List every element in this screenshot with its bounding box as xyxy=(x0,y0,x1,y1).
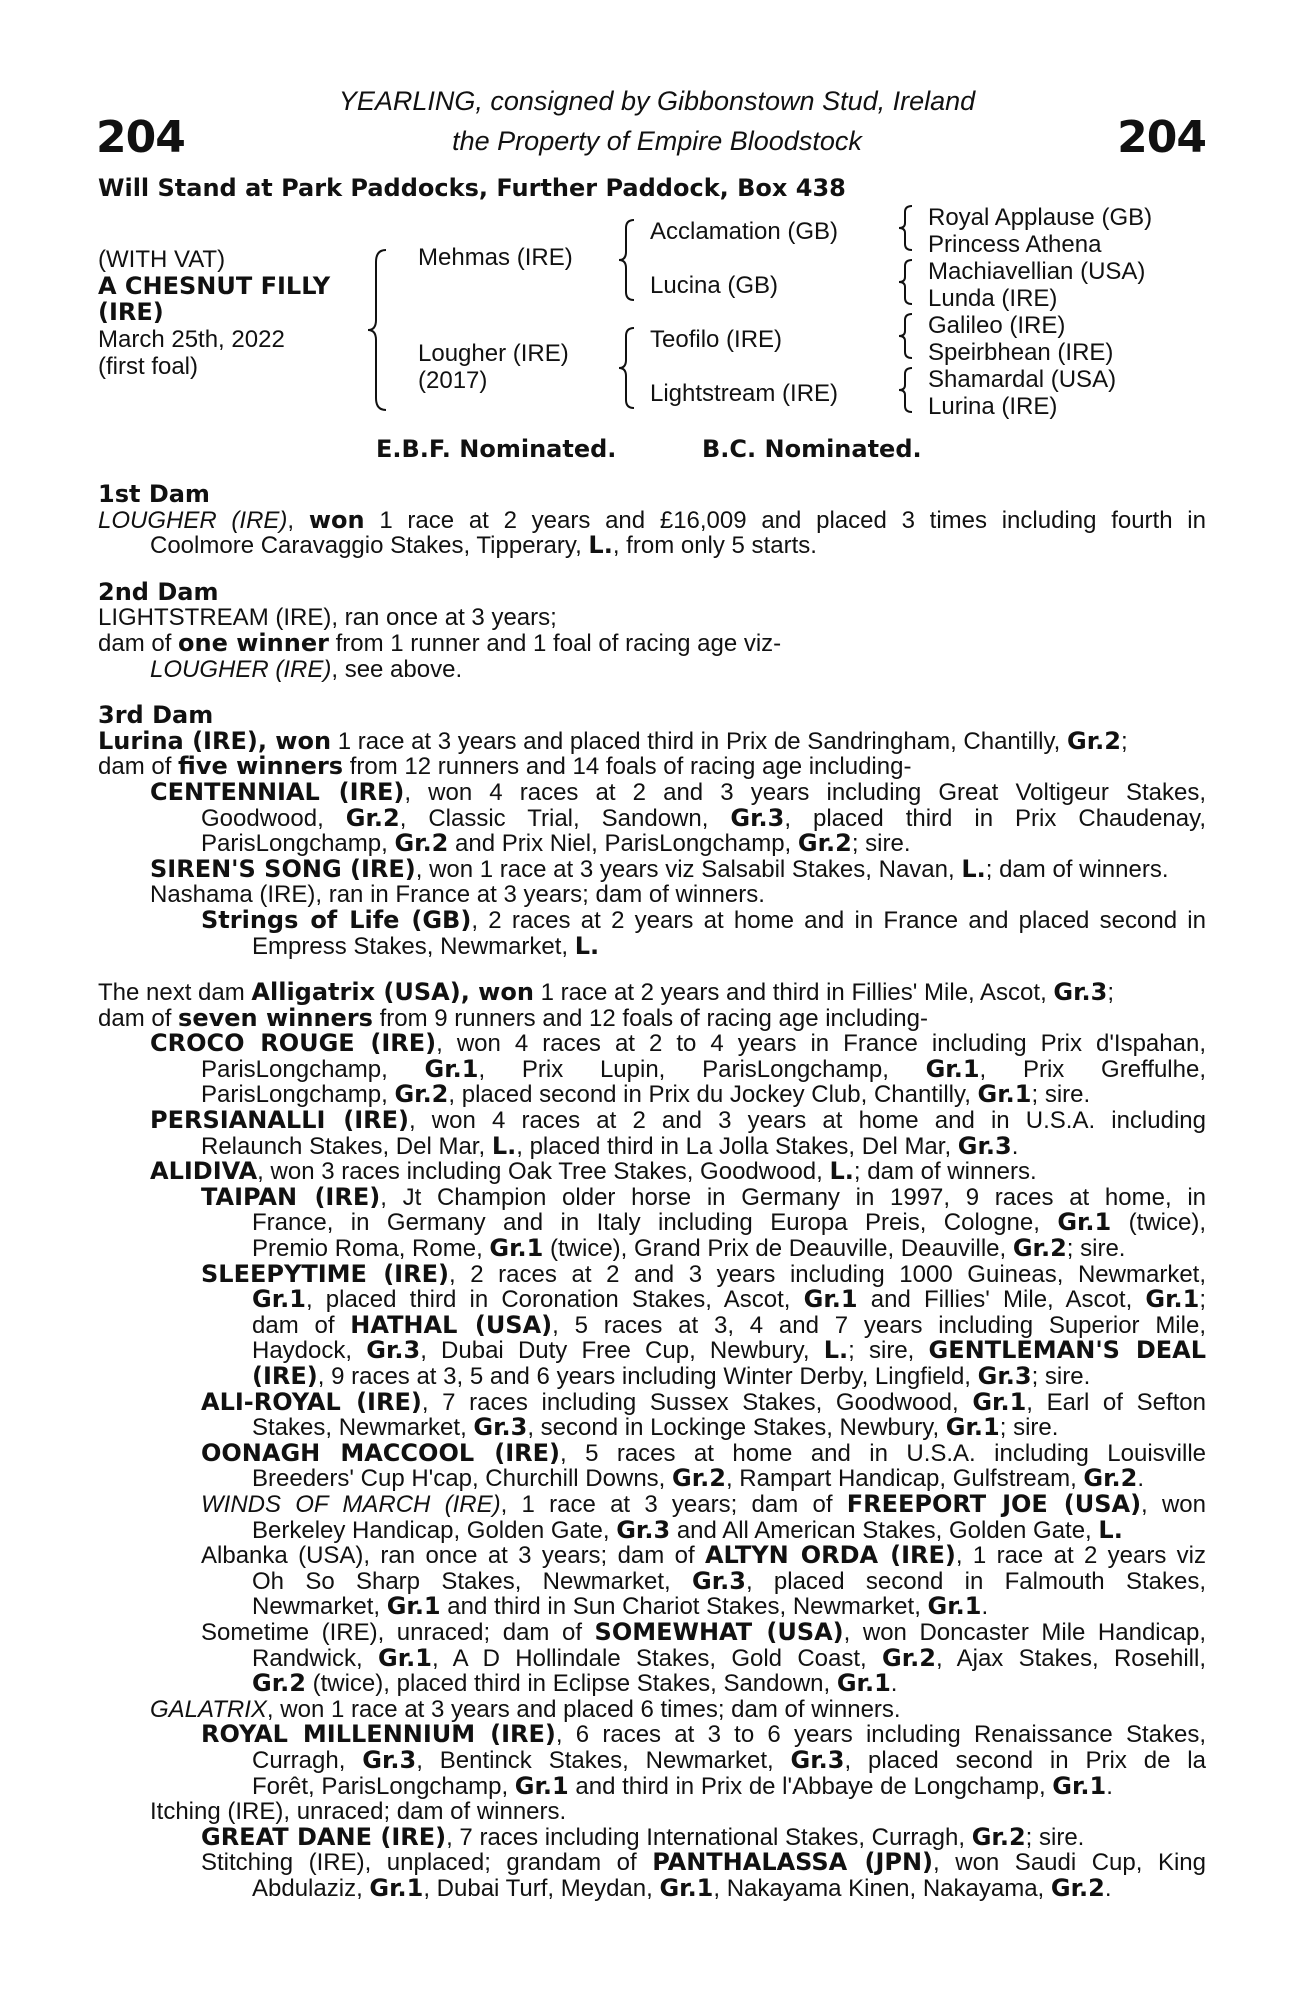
pedigree-gen3-2: Princess Athena xyxy=(928,231,1102,258)
bold-text: L. xyxy=(588,533,613,559)
pedigree-brace-main xyxy=(364,248,394,412)
bold-text: Gr.1 xyxy=(977,1082,1032,1109)
bold-text: Gr.2 xyxy=(797,831,852,857)
text-run: , Bentinck Stakes, Newmarket, xyxy=(416,1747,791,1774)
text-line xyxy=(98,1082,1206,1108)
text-run: Haydock, xyxy=(252,1338,367,1364)
text-run: ; sire, xyxy=(848,1338,929,1364)
text-run: Premio Roma, Rome, xyxy=(252,1236,490,1262)
bold-text: Gr.3 xyxy=(473,1415,528,1441)
bold-text: Gr.1 xyxy=(1057,1210,1112,1237)
text-run: , 6 races at 3 to 6 years including Renaissance Stakes, xyxy=(555,1722,1206,1748)
text-run: dam of xyxy=(252,1312,351,1339)
text-run: , from only 5 starts. xyxy=(612,533,817,559)
pedigree-gen3-5: Galileo (IRE) xyxy=(928,312,1066,339)
text-run: , placed second in Prix du Jockey Club, Chantilly, xyxy=(448,1082,978,1109)
bold-text: Gr.1 xyxy=(514,1773,569,1800)
text-run: and All American Stakes, Golden Gate, xyxy=(670,1517,1099,1544)
bold-text: SLEEPYTIME (IRE) xyxy=(201,1261,449,1288)
pedigree-brace-g3-3 xyxy=(896,312,918,360)
text-line xyxy=(98,806,1206,832)
pedigree-gen3-3: Machiavellian (USA) xyxy=(928,258,1146,285)
text-run: dam of xyxy=(98,1005,179,1032)
text-run: ; dam of winners. xyxy=(985,856,1169,883)
bold-text: five winners xyxy=(178,754,344,780)
text-run: ; xyxy=(1120,728,1128,755)
bold-text: GENTLEMAN'S DEAL xyxy=(928,1338,1206,1364)
text-run: , won 3 races including Oak Tree Stakes, Goodwood, xyxy=(257,1159,830,1185)
bold-text: (IRE) xyxy=(252,1364,318,1390)
text-run: The next dam xyxy=(98,980,252,1006)
text-line xyxy=(98,780,1206,806)
text-run: from 9 runners and 12 foals of racing age including- xyxy=(372,1005,928,1032)
pedigree-gen3-7: Shamardal (USA) xyxy=(928,366,1117,393)
text-line xyxy=(98,1364,1206,1390)
text-run: Stakes, Newmarket, xyxy=(252,1415,474,1441)
foaling-date: March 25th, 2022 xyxy=(98,326,285,353)
text-line xyxy=(98,1825,1206,1851)
bold-text: ROYAL MILLENNIUM (IRE) xyxy=(201,1722,556,1748)
text-line xyxy=(98,1210,1206,1236)
text-run: ParisLongchamp, xyxy=(201,1082,395,1109)
text-run: (twice), xyxy=(1111,1210,1206,1237)
text-line xyxy=(98,1646,1206,1672)
text-run: Albanka (USA), ran once at 3 years; dam of xyxy=(201,1543,705,1569)
text-line xyxy=(98,1722,1206,1748)
text-run: , placed third in Prix Chaudenay, xyxy=(784,805,1206,832)
text-line xyxy=(98,1159,1206,1185)
bold-text: Gr.3 xyxy=(362,1747,417,1774)
text-line xyxy=(98,1390,1206,1416)
text-run: , Dubai Turf, Meydan, xyxy=(423,1875,660,1902)
text-line xyxy=(98,1031,1206,1057)
text-run: ; sire. xyxy=(851,831,911,857)
text-line xyxy=(98,1108,1206,1134)
bold-text: seven winners xyxy=(178,1005,373,1032)
text-line xyxy=(98,533,1206,559)
text-run: . xyxy=(1011,1133,1019,1160)
text-line xyxy=(98,908,1206,934)
bold-text: L. xyxy=(961,856,986,883)
text-run: , Prix Greffulhe, xyxy=(979,1056,1206,1083)
text-run: . xyxy=(1104,1875,1112,1902)
bold-text: SIREN'S SONG (IRE) xyxy=(150,856,416,883)
text-run: , 1 race at 3 years; dam of xyxy=(500,1491,847,1518)
text-run: from 12 runners and 14 foals of racing age including- xyxy=(343,754,912,780)
bold-text: FREEPORT JOE (USA) xyxy=(846,1491,1142,1518)
text-line xyxy=(98,831,1206,857)
text-line xyxy=(98,1876,1206,1902)
text-line xyxy=(98,1236,1206,1262)
text-run: , see above. xyxy=(331,656,463,683)
text-run: LIGHTSTREAM (IRE), ran once at 3 years; xyxy=(98,605,557,631)
text-line xyxy=(98,1671,1206,1697)
text-run: , 7 races including Sussex Stakes, Goodwood, xyxy=(421,1389,973,1416)
vat-note: (WITH VAT) xyxy=(98,246,226,273)
text-line xyxy=(98,1262,1206,1288)
text-run: , Dubai Duty Free Cup, Newbury, xyxy=(420,1338,824,1364)
text-run: Curragh, xyxy=(252,1747,363,1774)
bold-text: ALI-ROYAL (IRE) xyxy=(201,1389,422,1416)
text-run: (twice), Grand Prix de Deauville, Deauville, xyxy=(543,1236,1013,1262)
italic-text: LOUGHER (IRE) xyxy=(150,656,332,683)
text-run: , 7 races including International Stakes, Curragh, xyxy=(446,1824,972,1851)
text-run: , 5 races at 3, 4 and 7 years including Superior Mile, xyxy=(552,1312,1206,1339)
bold-text: Gr.2 xyxy=(1083,1466,1138,1492)
text-run: Stitching (IRE), unplaced; grandam of xyxy=(201,1850,653,1876)
text-run: , Ajax Stakes, Rosehill, xyxy=(935,1645,1206,1672)
bc-nomination: B.C. Nominated. xyxy=(702,435,922,463)
text-run: Abdulaziz, xyxy=(252,1875,370,1902)
text-run: from 1 runner and 1 foal of racing age viz- xyxy=(328,630,782,657)
lot-number-left: 204 xyxy=(96,112,185,163)
bold-text: L. xyxy=(574,933,600,960)
text-line xyxy=(98,729,1206,755)
ebf-nomination: E.B.F. Nominated. xyxy=(376,435,617,463)
bold-text: Gr.1 xyxy=(489,1236,544,1262)
text-run: Coolmore Caravaggio Stakes, Tipperary, xyxy=(150,533,589,559)
section-heading: 2nd Dam xyxy=(98,577,219,606)
text-line xyxy=(98,657,1206,683)
text-run: and third in Prix de l'Abbaye de Longchamp, xyxy=(568,1773,1053,1800)
text-run: , won 1 race at 3 years and placed 6 times; dam of winners. xyxy=(266,1696,901,1723)
text-run: , won Saudi Cup, King xyxy=(933,1850,1206,1876)
text-line xyxy=(98,934,1206,960)
text-line xyxy=(98,1492,1206,1518)
text-run: , 2 races at 2 and 3 years including 1000 Guineas, Newmarket, xyxy=(448,1261,1206,1288)
text-run: , 2 races at 2 years at home and in France and placed second in xyxy=(471,907,1206,934)
bold-text: Gr.2 xyxy=(1012,1236,1067,1262)
text-run: Berkeley Handicap, Golden Gate, xyxy=(252,1517,617,1544)
bold-text: Gr.1 xyxy=(378,1645,432,1672)
text-run: . xyxy=(890,1671,898,1697)
bold-text: SOMEWHAT (USA) xyxy=(594,1619,844,1646)
bold-text: Gr.1 xyxy=(927,1594,982,1620)
bold-text: Gr.1 xyxy=(803,1287,858,1313)
text-line xyxy=(98,1134,1206,1160)
text-line xyxy=(98,1185,1206,1211)
pedigree-brace-dam xyxy=(616,326,640,410)
text-run: Breeders' Cup H'cap, Churchill Downs, xyxy=(252,1466,672,1492)
bold-text: Gr.1 xyxy=(1145,1287,1200,1313)
bold-text: Gr.2 xyxy=(394,831,449,857)
text-line xyxy=(98,631,1206,657)
bold-text: one winner xyxy=(178,630,329,657)
text-run: , placed third in La Jolla Stakes, Del Mar, xyxy=(516,1133,958,1160)
bold-text: Lurina (IRE), won xyxy=(98,728,332,755)
text-run: , Jt Champion older horse in Germany in 1997, 9 races at home, in xyxy=(380,1184,1206,1211)
italic-text: LOUGHER (IRE) xyxy=(98,507,288,534)
text-line xyxy=(98,1415,1206,1441)
text-run: and Prix Niel, ParisLongchamp, xyxy=(448,831,798,857)
text-line xyxy=(98,1620,1206,1646)
text-line xyxy=(98,1799,1206,1825)
pedigree-gen3-4: Lunda (IRE) xyxy=(928,285,1058,312)
bold-text: Gr.2 xyxy=(882,1645,936,1672)
pedigree-gen3-1: Royal Applause (GB) xyxy=(928,204,1153,231)
text-run: . xyxy=(981,1594,989,1620)
text-run: 1 race at 3 years and placed third in Prix de Sandringham, Chantilly, xyxy=(331,728,1067,755)
bold-text: Gr.2 xyxy=(672,1466,726,1492)
text-run: ParisLongchamp, xyxy=(201,831,395,857)
bold-text: Gr.1 xyxy=(424,1056,479,1083)
bold-text: Gr.1 xyxy=(369,1875,424,1902)
italic-text: WINDS OF MARCH (IRE) xyxy=(201,1491,501,1518)
bold-text: Gr.3 xyxy=(692,1568,746,1595)
pedigree-sire: Mehmas (IRE) xyxy=(418,244,573,271)
pedigree-brace-g3-4 xyxy=(896,366,918,414)
text-line xyxy=(98,1594,1206,1620)
text-run: , won 1 race at 3 years viz Salsabil Stakes, Navan, xyxy=(415,856,962,883)
text-line xyxy=(98,1006,1206,1032)
text-line xyxy=(98,980,1206,1006)
bold-text: PERSIANALLI (IRE) xyxy=(150,1108,409,1134)
text-run: , Earl of Sefton xyxy=(1026,1389,1206,1416)
text-run: ; sire. xyxy=(1025,1824,1085,1851)
text-run: Empress Stakes, Newmarket, xyxy=(252,933,575,960)
text-run: ; sire. xyxy=(1066,1236,1126,1262)
text-line xyxy=(98,605,1206,631)
text-run: ; xyxy=(1199,1287,1206,1313)
text-line xyxy=(98,1441,1206,1467)
text-run: , Rampart Handicap, Gulfstream, xyxy=(725,1466,1084,1492)
bold-text: Gr.3 xyxy=(957,1133,1012,1160)
text-run: Nashama (IRE), ran in France at 3 years; dam of winners. xyxy=(150,882,765,908)
bold-text: Gr.3 xyxy=(977,1364,1032,1390)
text-run: 1 race at 2 years and third in Fillies' Mile, Ascot, xyxy=(533,980,1054,1006)
text-run: , second in Lockinge Stakes, Newbury, xyxy=(527,1415,946,1441)
bold-text: Gr.2 xyxy=(394,1082,449,1109)
italic-text: GALATRIX xyxy=(150,1696,267,1723)
text-line xyxy=(98,1287,1206,1313)
pedigree-gen3-8: Lurina (IRE) xyxy=(928,393,1058,420)
section-gap xyxy=(98,959,1206,980)
text-line xyxy=(98,1774,1206,1800)
bold-text: Gr.1 xyxy=(1052,1773,1107,1800)
bold-text: HATHAL (USA) xyxy=(350,1312,553,1339)
bold-text: ALIDIVA xyxy=(150,1159,258,1185)
text-run: Oh So Sharp Stakes, Newmarket, xyxy=(252,1568,692,1595)
text-run: , Nakayama Kinen, Nakayama, xyxy=(713,1875,1051,1902)
text-line xyxy=(98,882,1206,908)
bold-text: L. xyxy=(491,1133,517,1160)
pedigree-sire-dam: Lucina (GB) xyxy=(650,272,779,299)
property-line: the Property of Empire Bloodstock xyxy=(452,126,862,156)
pedigree-dam-sire: Teofilo (IRE) xyxy=(650,326,783,353)
text-run: Forêt, ParisLongchamp, xyxy=(252,1773,515,1800)
bold-text: Alligatrix (USA), won xyxy=(251,980,534,1006)
text-run: , placed second in Falmouth Stakes, xyxy=(745,1568,1206,1595)
text-line xyxy=(98,1850,1206,1876)
bold-text: Gr.3 xyxy=(730,805,785,832)
text-run: ParisLongchamp, xyxy=(201,1056,425,1083)
consignor-line: YEARLING, consigned by Gibbonstown Stud, Ireland xyxy=(338,86,976,116)
bold-text: Gr.3 xyxy=(366,1338,421,1364)
bold-text: Gr.2 xyxy=(345,805,400,832)
bold-text: Gr.2 xyxy=(1067,728,1121,755)
bold-text: Gr.1 xyxy=(659,1875,714,1902)
pedigree-brace-g3-2 xyxy=(896,258,918,306)
pedigree-dam-dam: Lightstream (IRE) xyxy=(650,380,839,407)
text-run: ; sire. xyxy=(1031,1364,1091,1390)
text-run: , placed third in Coronation Stakes, Ascot, xyxy=(305,1287,804,1313)
text-line xyxy=(98,857,1206,883)
bold-text: Gr.2 xyxy=(971,1824,1026,1851)
text-run: , won 4 races at 2 to 4 years in France including Prix d'Ispahan, xyxy=(436,1031,1206,1057)
text-run: and Fillies' Mile, Ascot, xyxy=(857,1287,1146,1313)
pedigree-brace-sire xyxy=(616,218,640,302)
bold-text: TAIPAN (IRE) xyxy=(201,1184,381,1211)
text-run: ; sire. xyxy=(1031,1082,1091,1109)
text-run: , won 4 races at 2 and 3 years including Great Voltigeur Stakes, xyxy=(404,779,1206,806)
bold-text: Strings of Life (GB) xyxy=(201,907,472,934)
lot-description: A CHESNUT FILLY xyxy=(98,272,331,300)
pedigree-sire-sire: Acclamation (GB) xyxy=(650,218,839,245)
text-line xyxy=(98,754,1206,780)
text-run: and third in Sun Chariot Stakes, Newmarket, xyxy=(440,1594,928,1620)
bold-text: GREAT DANE (IRE) xyxy=(201,1824,447,1851)
text-run: dam of xyxy=(98,630,179,657)
bold-text: Gr.3 xyxy=(790,1747,845,1774)
section-heading: 3rd Dam xyxy=(98,701,214,730)
text-run: , 1 race at 2 years viz xyxy=(955,1543,1206,1569)
text-run: . xyxy=(1137,1466,1145,1492)
text-line xyxy=(98,1543,1206,1569)
bold-text: CROCO ROUGE (IRE) xyxy=(150,1031,437,1057)
bold-text: Gr.1 xyxy=(252,1287,306,1313)
bold-text: Gr.1 xyxy=(836,1671,891,1697)
text-run: Itching (IRE), unraced; dam of winners. xyxy=(150,1799,567,1825)
bold-text: OONAGH MACCOOL (IRE) xyxy=(201,1440,560,1467)
text-line xyxy=(98,1466,1206,1492)
bold-text: L. xyxy=(823,1338,849,1364)
text-line xyxy=(98,1338,1206,1364)
text-run: , 9 races at 3, 5 and 6 years including Winter Derby, Lingfield, xyxy=(317,1364,978,1390)
text-run: Relaunch Stakes, Del Mar, xyxy=(201,1133,492,1160)
text-run: , A D Hollindale Stakes, Gold Coast, xyxy=(431,1645,883,1672)
text-run: Randwick, xyxy=(252,1645,379,1672)
text-run: (twice), placed third in Eclipse Stakes, Sandown, xyxy=(305,1671,837,1697)
text-run: France, in Germany and in Italy including Europa Preis, Cologne, xyxy=(252,1210,1058,1237)
bold-text: Gr.2 xyxy=(1050,1875,1105,1902)
text-run: Newmarket, xyxy=(252,1594,387,1620)
bold-text: Gr.3 xyxy=(1053,980,1108,1006)
text-line xyxy=(98,508,1206,534)
lot-number-right: 204 xyxy=(1117,112,1206,163)
bold-text: L. xyxy=(829,1159,854,1185)
foal-note: (first foal) xyxy=(98,353,199,380)
pedigree-dam: Lougher (IRE) xyxy=(418,340,569,367)
bold-text: Gr.1 xyxy=(945,1415,1000,1441)
text-line xyxy=(98,1697,1206,1723)
text-run: , placed second in Prix de la xyxy=(844,1747,1206,1774)
bold-text: CENTENNIAL (IRE) xyxy=(150,779,405,806)
text-line xyxy=(98,1057,1206,1083)
lot-description-origin: (IRE) xyxy=(98,298,164,326)
text-run: 1 race at 2 years and £16,009 and placed 3 times including fourth in xyxy=(364,507,1206,534)
pedigree-brace-g3-1 xyxy=(896,204,918,252)
pedigree-notes xyxy=(98,482,1206,1901)
bold-text: ALTYN ORDA (IRE) xyxy=(704,1543,956,1569)
text-run: Sometime (IRE), unraced; dam of xyxy=(201,1619,595,1646)
text-run: , Classic Trial, Sandown, xyxy=(399,805,731,832)
bold-text: won xyxy=(308,507,365,534)
text-run: ; xyxy=(1107,980,1115,1006)
text-run: , 5 races at home and in U.S.A. including Louisville xyxy=(559,1440,1206,1467)
text-line xyxy=(98,1748,1206,1774)
text-run: , Prix Lupin, ParisLongchamp, xyxy=(478,1056,926,1083)
pedigree-gen3-6: Speirbhean (IRE) xyxy=(928,339,1114,366)
text-line xyxy=(98,1313,1206,1339)
text-run: , won Doncaster Mile Handicap, xyxy=(843,1619,1206,1646)
text-run: , xyxy=(287,507,309,534)
bold-text: Gr.1 xyxy=(925,1056,980,1083)
text-run: Goodwood, xyxy=(201,805,346,832)
text-line xyxy=(98,1518,1206,1544)
bold-text: Gr.1 xyxy=(972,1389,1027,1416)
stable-location: Will Stand at Park Paddocks, Further Paddock, Box 438 xyxy=(98,174,846,202)
text-run: , won xyxy=(1141,1491,1206,1518)
text-line xyxy=(98,1569,1206,1595)
text-run: ; dam of winners. xyxy=(853,1159,1037,1185)
bold-text: PANTHALASSA (JPN) xyxy=(652,1850,934,1876)
text-run: ; sire. xyxy=(999,1415,1059,1441)
bold-text: L. xyxy=(1098,1517,1123,1544)
section-heading: 1st Dam xyxy=(98,480,210,508)
text-run: . xyxy=(1106,1773,1113,1800)
pedigree-dam-year: (2017) xyxy=(418,367,488,394)
text-run: , won 4 races at 2 and 3 years at home and in U.S.A. including xyxy=(409,1108,1206,1134)
bold-text: Gr.3 xyxy=(616,1517,671,1544)
bold-text: Gr.2 xyxy=(252,1671,306,1697)
text-run: dam of xyxy=(98,754,179,780)
bold-text: Gr.1 xyxy=(386,1594,441,1620)
